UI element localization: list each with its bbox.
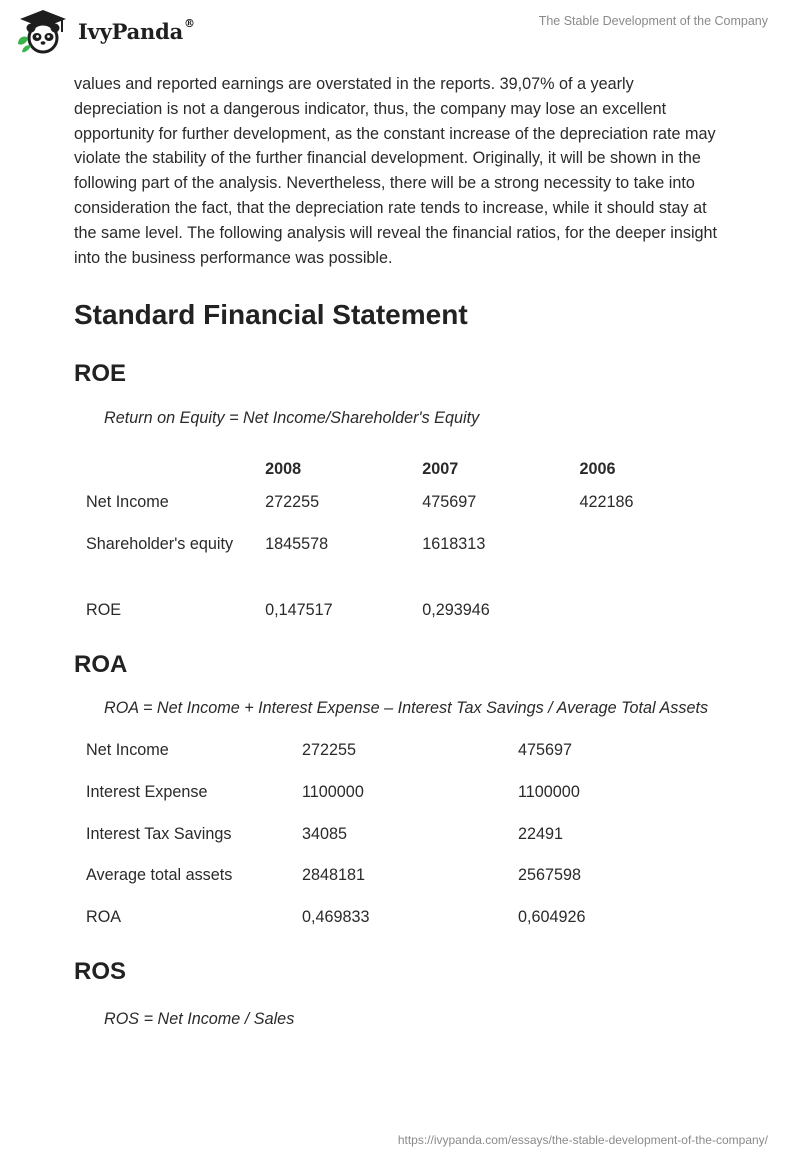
table-row xyxy=(74,822,722,863)
source-url[interactable]: https://ivypanda.com/essays/the-stable-development-of-the-company/ xyxy=(397,1133,768,1147)
table-cell: 34085 xyxy=(302,824,348,843)
table-cell: 0,147517 xyxy=(265,601,333,620)
table-row xyxy=(74,598,724,628)
table-row xyxy=(74,863,722,905)
table-cell xyxy=(568,598,724,628)
row-label: Net Income xyxy=(86,493,169,512)
column-header: 2006 xyxy=(579,460,616,479)
roe-table xyxy=(74,449,724,628)
row-label: ROA xyxy=(86,907,122,926)
roe-heading: ROE xyxy=(74,360,127,388)
table-cell: 1845578 xyxy=(265,535,329,554)
table-row xyxy=(74,905,722,935)
brand-logo[interactable] xyxy=(14,8,195,54)
ros-formula: ROS = Net Income / Sales xyxy=(104,1009,295,1028)
ros-heading: ROS xyxy=(74,957,127,985)
row-label: Interest Expense xyxy=(86,782,208,801)
table-row xyxy=(74,532,724,598)
table-cell xyxy=(568,532,724,598)
table-cell: 272255 xyxy=(265,493,320,512)
row-label: Net Income xyxy=(86,740,169,759)
table-header-row xyxy=(74,449,724,490)
table-row xyxy=(74,490,724,532)
column-header: 2008 xyxy=(265,460,302,479)
table-cell: 2848181 xyxy=(302,865,366,884)
table-cell: 22491 xyxy=(518,824,564,843)
roa-heading: ROA xyxy=(74,651,128,679)
table-cell: 0,604926 xyxy=(518,907,586,926)
table-cell: 0,293946 xyxy=(422,601,490,620)
column-header xyxy=(74,449,253,490)
roa-table xyxy=(74,738,722,935)
brand-name: IvyPanda® xyxy=(78,16,195,44)
row-label: ROE xyxy=(86,601,122,620)
table-cell: 272255 xyxy=(302,740,357,759)
table-cell: 1100000 xyxy=(518,782,580,801)
running-title: The Stable Development of the Company xyxy=(538,14,768,28)
table-cell: 475697 xyxy=(422,493,477,512)
table-cell: 1618313 xyxy=(422,535,486,554)
intro-paragraph: values and reported earnings are overstated in the reports. 39,07% of a yearly depreciation is not a dangerous indicator, thus, the company may lose an excellent opportunity for further development, as the constant increase of the depreciation rate may violate the stability of the further financial development. Originally, it will be shown in the following part of the analysis. Nevertheless, there will be a strong necessity to take into consideration the fact, that the depreciation rate tends to increase, while it should stay at the same level. The following analysis will reveal the financial ratios, for the deeper insight into the business performance was possible. xyxy=(74,75,718,267)
table-row xyxy=(74,780,722,822)
row-label: Interest Tax Savings xyxy=(86,824,232,843)
table-cell: 2567598 xyxy=(518,865,582,884)
roa-formula: ROA = Net Income + Interest Expense – Interest Tax Savings / Average Total Assets xyxy=(104,699,709,718)
page-header xyxy=(0,0,800,62)
table-cell: 475697 xyxy=(518,740,573,759)
section-title: Standard Financial Statement xyxy=(74,299,468,331)
table-cell: 0,469833 xyxy=(302,907,370,926)
row-label: Shareholder's equity xyxy=(86,535,234,554)
table-row xyxy=(74,738,722,780)
roe-formula: Return on Equity = Net Income/Shareholder's Equity xyxy=(104,409,480,428)
table-cell: 422186 xyxy=(579,493,634,512)
panda-logo-icon xyxy=(14,8,72,54)
article-body xyxy=(74,72,724,1032)
table-cell: 1100000 xyxy=(302,782,364,801)
row-label: Average total assets xyxy=(86,865,233,884)
column-header: 2007 xyxy=(422,460,459,479)
